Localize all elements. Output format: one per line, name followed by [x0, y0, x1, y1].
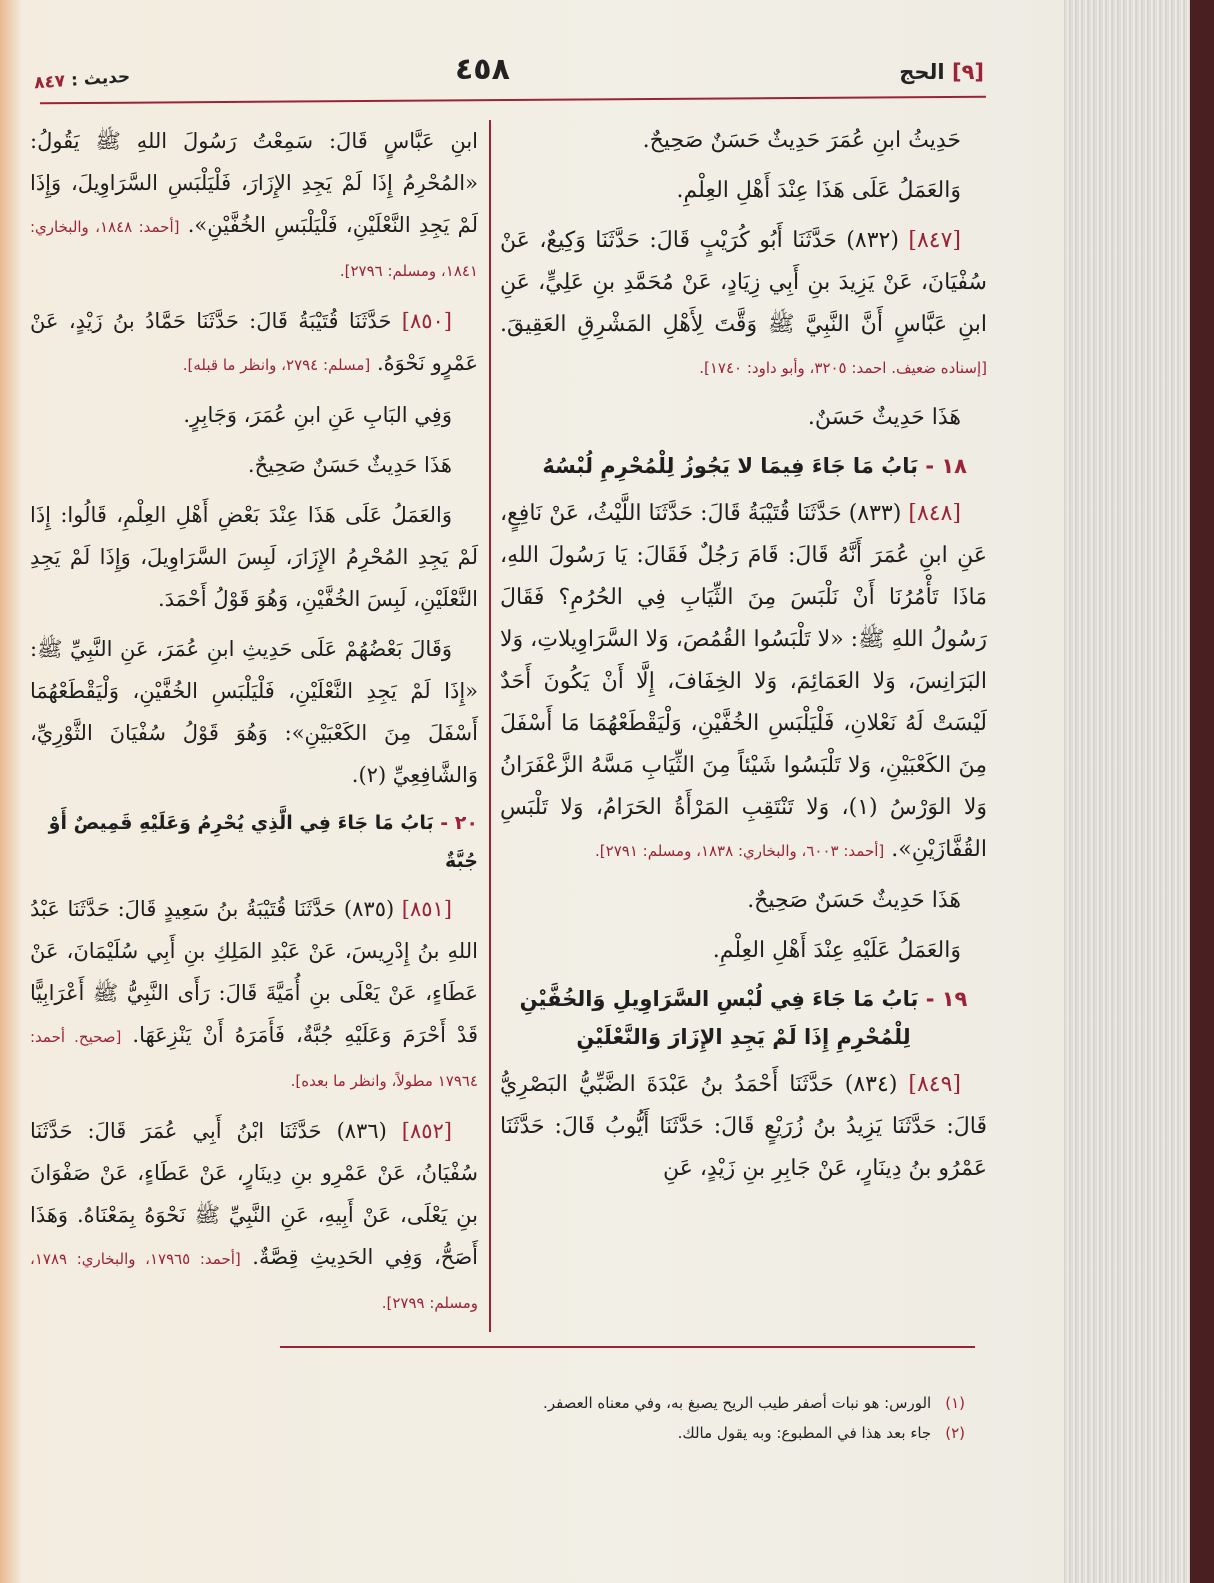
hadith-847: [500, 220, 987, 389]
hadith-text: (٨٣٣) حَدَّثَنَا قُتَيْبَةُ قَالَ: حَدَّثَنَا اللَّيْثُ، عَنْ نَافِعٍ، عَنِ ابنِ عُمَرَ أَنَّهُ قَالَ: قَامَ رَجُلٌ فَقَالَ: يَا رَسُولَ اللهِ، مَاذَا تَأْمُرُنَا أَنْ نَلْبَسَ مِنَ الثِّيَابِ فِي الحُرُمِ؟ فَقَالَ رَسُولُ اللهِ ﷺ: «لا تَلْبَسُوا القُمُصَ، وَلا السَّرَاوِيلاتِ، وَلا البَرَانِسَ، وَلا العَمَائِمَ، وَلا الخِفَافَ، إِلَّا أَنْ يَكُونَ أَحَدٌ لَيْسَتْ لَهُ نَعْلانِ، فَلْيَلْبَسِ الخُفَّيْنِ، وَلْيَقْطَعْهُمَا مَا أَسْفَلَ مِنَ الكَعْبَيْنِ، وَلا تَلْبَسُوا شَيْئاً مِنَ الثِّيَابِ مَسَّهُ الزَّعْفَرَانُ وَلا الوَرْسُ (١)، وَلا تَنْتَقِبِ المَرْأَةُ الحَرَامُ، وَلا تَلْبَسِ القُفَّازَيْنِ».: [500, 501, 987, 862]
hadith-number: [٨٥٠]: [401, 309, 452, 333]
citation: [صحيح. أحمد: ١٧٩٦٤ مطولاً، وانظر ما بعده].: [30, 1028, 478, 1090]
chapter-heading-18: [500, 447, 987, 485]
hadith-number: [٨٥١]: [401, 897, 452, 921]
right-column: [489, 120, 987, 1332]
page-edges: [1060, 0, 1190, 1583]
hadith-label: حديث :: [70, 66, 131, 91]
citation: [مسلم: ٢٧٩٤، وانظر ما قبله].: [182, 356, 371, 374]
page-number: ٤٥٨: [455, 52, 510, 87]
paragraph: حَدِيثُ ابنِ عُمَرَ حَدِيثٌ حَسَنٌ صَحِيحٌ.: [642, 128, 961, 153]
footnote-text: جاء بعد هذا في المطبوع: وبه يقول مالك.: [677, 1424, 932, 1442]
footnote-text: الورس: هو نبات أصفر طيب الريح يصبغ به، وفي معناه العصفر.: [543, 1394, 932, 1412]
hadith-text: حَدَّثَنَا قُتَيْبَةُ قَالَ: حَدَّثَنَا حَمَّادُ بنُ زَيْدٍ، عَنْ عَمْرٍو نَحْوَهُ.: [30, 309, 478, 375]
paragraph: وَالعَمَلُ عَلَى هَذَا عِنْدَ أَهْلِ العِلْمِ.: [676, 178, 961, 203]
hadith-852: [30, 1110, 478, 1324]
chapter-heading-number: ١٨ -: [925, 454, 967, 478]
footnote-number: (١): [945, 1394, 965, 1412]
chapter-heading-19: [500, 980, 987, 1056]
citation: [أحمد: ١٧٩٦٥، والبخاري: ١٧٨٩، ومسلم: ٢٧٩٩].: [30, 1250, 478, 1312]
chapter-heading-number: ٢٠ -: [440, 812, 478, 834]
book-cover-edge: [1190, 0, 1214, 1583]
paragraph: وَالعَمَلُ عَلَى هَذَا عِنْدَ بَعْضِ أَهْلِ العِلْمِ، قَالُوا: إِذَا لَمْ يَجِدِ المُحْرِمُ الإِزَارَ، لَبِسَ السَّرَاوِيلَ، وَإِذَا لَمْ يَجِدِ النَّعْلَيْنِ، لَبِسَ الخُفَّيْنِ، وَهُوَ قَوْلُ أَحْمَدَ.: [30, 503, 478, 611]
footnote-1: [30, 1388, 975, 1418]
chapter-title: الحج: [899, 60, 945, 84]
hadith-851: [30, 888, 478, 1102]
citation: [أحمد: ٦٠٠٣، والبخاري: ١٨٣٨، ومسلم: ٢٧٩١].: [595, 842, 885, 860]
columns: [30, 120, 987, 1332]
hadith-text: (٨٣٢) حَدَّثَنَا أَبُو كُرَيْبٍ قَالَ: حَدَّثَنَا وَكِيعٌ، عَنْ سُفْيَانَ، عَنْ يَزِيدَ بنِ أَبِي زِيَادٍ، عَنْ مُحَمَّدِ بنِ عَلِيٍّ، عَنِ ابنِ عَبَّاسٍ أَنَّ النَّبِيَّ ﷺ وَقَّتَ لِأَهْلِ المَشْرِقِ العَقِيقَ.: [500, 228, 987, 337]
chapter-heading-text: بَابُ مَا جَاءَ فِيمَا لا يَجُوزُ لِلْمُحْرِمِ لُبْسُهُ: [542, 454, 919, 478]
paragraph: وَالعَمَلُ عَلَيْهِ عِنْدَ أَهْلِ العِلْمِ.: [712, 938, 961, 963]
hadith-850: [30, 300, 478, 386]
citation: [إسناده ضعيف. احمد: ٣٢٠٥، وأبو داود: ١٧٤٠].: [699, 359, 987, 377]
hadith-848: [500, 493, 987, 872]
paragraph: وَقَالَ بَعْضُهُمْ عَلَى حَدِيثِ ابنِ عُمَرَ، عَنِ النَّبِيِّ ﷺ: «إِذَا لَمْ يَجِدِ النَّعْلَيْنِ، فَلْيَلْبَسِ الخُفَّيْنِ، وَلْيَقْطَعْهُمَا أَسْفَلَ مِنَ الكَعْبَيْنِ»: وَهُوَ قَوْلُ سُفْيَانَ الثَّوْرِيِّ، وَالشَّافِعِيِّ (٢).: [30, 637, 478, 787]
footnote-rule: [280, 1346, 975, 1348]
chapter-heading-text: بَابُ مَا جَاءَ فِي لُبْسِ السَّرَاوِيلِ وَالخُفَّيْنِ لِلْمُحْرِمِ إِذَا لَمْ يَجِدِ الإِزَارَ وَالنَّعْلَيْنِ: [519, 987, 919, 1049]
hadith-849: [500, 1064, 987, 1190]
hadith-number: [٨٤٩]: [908, 1072, 961, 1097]
hadith-849-continued: [30, 120, 478, 292]
hadith-text: ابنِ عَبَّاسٍ قَالَ: سَمِعْتُ رَسُولَ اللهِ ﷺ يَقُولُ: «المُحْرِمُ إِذَا لَمْ يَجِدِ الإِزَارَ، فَلْيَلْبَسِ السَّرَاوِيلَ، وَإِذَا لَمْ يَجِدِ النَّعْلَيْنِ، فَلْيَلْبَسِ الخُفَّيْنِ».: [30, 129, 478, 237]
paragraph: هَذَا حَدِيثٌ حَسَنٌ.: [807, 405, 961, 430]
hadith-number: [٨٥٢]: [401, 1119, 452, 1143]
hadith-text: (٨٣٦) حَدَّثَنَا ابْنُ أَبِي عُمَرَ قَالَ: حَدَّثَنَا سُفْيَانُ، عَنْ عَمْرِو بنِ دِينَارٍ، عَنْ عَطَاءٍ، عَنْ صَفْوَانَ بنِ يَعْلَى، عَنْ أَبِيهِ، عَنِ النَّبِيِّ ﷺ نَحْوَهُ بِمَعْنَاهُ. وَهَذَا أَصَحُّ، وَفِي الحَدِيثِ قِصَّةٌ.: [30, 1119, 478, 1269]
chapter-number: [٩]: [951, 60, 984, 84]
footnote-number: (٢): [945, 1424, 965, 1442]
hadith-number: [٨٤٨]: [908, 501, 961, 526]
footnote-2: [30, 1418, 975, 1448]
paragraph: وَفِي البَابِ عَنِ ابنِ عُمَرَ، وَجَابِرٍ.: [183, 403, 452, 427]
text-area: [30, 0, 987, 1448]
hadith-text: (٨٣٤) حَدَّثَنَا أَحْمَدُ بنُ عَبْدَةَ الضَّبِّيُّ البَصْرِيُّ قَالَ: حَدَّثَنَا يَزِيدُ بنُ زُرَيْعٍ قَالَ: حَدَّثَنَا أَيُّوبُ قَالَ: حَدَّثَنَا عَمْرُو بنُ دِينَارٍ، عَنْ جَابِرِ بنِ زَيْدٍ، عَنِ: [500, 1072, 987, 1181]
chapter-heading-20: [30, 804, 478, 880]
paragraph: هَذَا حَدِيثٌ حَسَنٌ صَحِيحٌ.: [247, 453, 452, 477]
chapter-heading-number: ١٩ -: [925, 987, 968, 1011]
hadith-number: ٨٤٧: [33, 71, 66, 94]
citation: [أحمد: ١٨٤٨، والبخاري: ١٨٤١، ومسلم: ٢٧٩٦].: [30, 218, 478, 280]
left-column: [30, 120, 489, 1332]
hadith-number: [٨٤٧]: [908, 228, 962, 253]
paragraph: هَذَا حَدِيثٌ حَسَنٌ صَحِيحٌ.: [747, 888, 961, 913]
footnotes: [30, 1346, 987, 1448]
hadith-text: (٨٣٥) حَدَّثَنَا قُتَيْبَةُ بنُ سَعِيدٍ قَالَ: حَدَّثَنَا عَبْدُ اللهِ بنُ إِدْرِيسَ، عَنْ عَبْدِ المَلِكِ بنِ أَبِي سُلَيْمَانَ، عَنْ عَطَاءٍ، عَنْ يَعْلَى بنِ أُمَيَّةَ قَالَ: رَأَى النَّبِيُّ ﷺ أَعْرَابِيًّا قَدْ أَحْرَمَ وَعَلَيْهِ جُبَّةٌ، فَأَمَرَهُ أَنْ يَنْزِعَهَا.: [30, 897, 478, 1047]
chapter-heading-text: بَابُ مَا جَاءَ فِي الَّذِي يُحْرِمُ وَعَلَيْهِ قَمِيصٌ أَوْ جُبَّةٌ: [48, 812, 478, 872]
